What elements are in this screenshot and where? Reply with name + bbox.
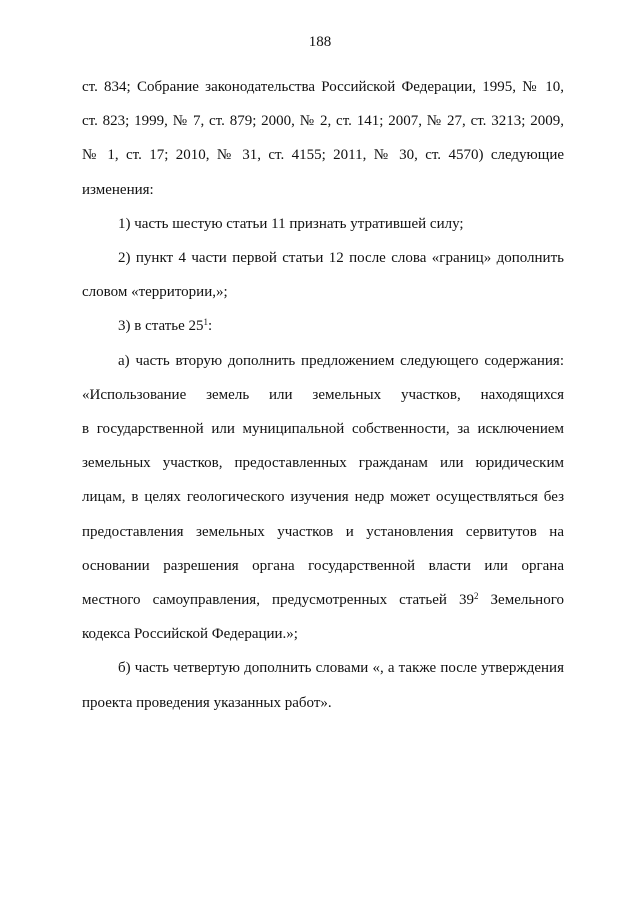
paragraph-item-3 [82,309,564,343]
text-line: «Использование земель или земельных участков, находящихся [82,386,564,403]
superscript: 1 [203,317,209,328]
text-line: в государственной или муниципальной собственности, за исключением [82,421,564,438]
text-line: б) часть четвертую дополнить словами «, а также после утверждения [118,660,564,677]
text-line: проекта проведения указанных работ». [82,694,332,711]
text-line: ст. 823; 1999, № 7, ст. 879; 2000, № 2, ст. 141; 2007, № 27, ст. 3213; 2009, [82,113,564,130]
paragraph-item-1 [82,207,564,241]
text-line [82,583,564,617]
text-line: основании разрешения органа государственной власти или органа [82,557,564,574]
text-line: 1) часть шестую статьи 11 признать утратившей силу; [118,215,464,232]
paragraph-item-b [82,651,564,719]
text-line [82,309,564,343]
paragraph-item-a [82,344,564,652]
text-line: изменения: [82,181,154,198]
text-line: предоставления земельных участков и установления сервитутов на [82,523,564,540]
document-body [82,70,564,720]
text-line: ст. 834; Собрание законодательства Российской Федерации, 1995, № 10, [82,79,564,95]
item-3-tail: : [208,318,213,335]
text-line: лицам, в целях геологического изучения недр может осуществляться без [82,489,564,506]
page-number: 188 [308,34,332,50]
text-line: кодекса Российской Федерации.»; [82,626,298,643]
superscript: 2 [473,591,479,602]
text-line: 2) пункт 4 части первой статьи 12 после слова «границ» дополнить [118,250,564,267]
item-3-text: 3) в статье 25 [118,318,204,335]
text-line: словом «территории,»; [82,284,228,301]
sup-line-before: местного самоуправления, предусмотренных статьей 39 [82,592,474,609]
sup-line-after: Земельного [478,592,564,609]
paragraph-intro [82,70,564,207]
text-line: земельных участков, предоставленных гражданам или юридическим [82,455,564,472]
text-line: № 1, ст. 17; 2010, № 31, ст. 4155; 2011, № 30, ст. 4570) следующие [82,147,564,164]
paragraph-item-2 [82,241,564,309]
text-line: а) часть вторую дополнить предложением следующего содержания: [118,352,564,369]
